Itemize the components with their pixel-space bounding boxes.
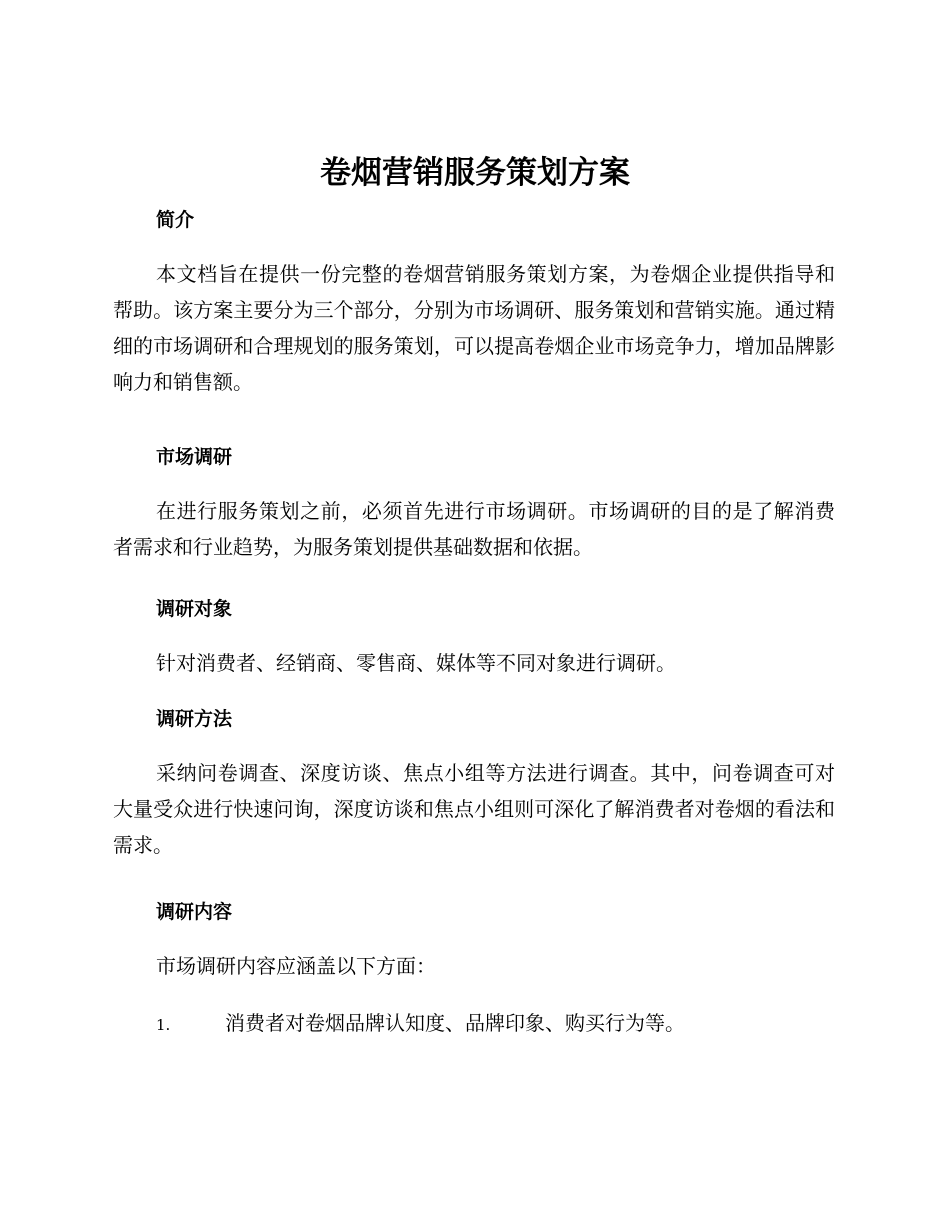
paragraph-research-content: 市场调研内容应涵盖以下方面： — [156, 954, 436, 978]
section-heading-research-methods: 调研方法 — [156, 708, 233, 730]
list-item-number: 1. — [156, 1016, 171, 1034]
section-heading-research-targets: 调研对象 — [156, 598, 233, 620]
paragraph-intro: 本文档旨在提供一份完整的卷烟营销服务策划方案，为卷烟企业提供指导和帮助。该方案主要分为三个部分，分别为市场调研、服务策划和营销实施。通过精细的市场调研和合理规划的服务策划，可以提高卷烟企业市场竞争力，增加品牌影响力和销售额。 — [113, 262, 835, 394]
paragraph-market-research: 在进行服务策划之前，必须首先进行市场调研。市场调研的目的是了解消费者需求和行业趋势，为服务策划提供基础数据和依据。 — [113, 499, 835, 559]
list-item — [156, 1005, 836, 1043]
list-item-text: 消费者对卷烟品牌认知度、品牌印象、购买行为等。 — [225, 1011, 685, 1035]
document-title: 卷烟营销服务策划方案 — [320, 155, 630, 191]
section-heading-intro: 简介 — [156, 209, 195, 231]
paragraph-research-methods: 采纳问卷调查、深度访谈、焦点小组等方法进行调查。其中，问卷调查可对大量受众进行快速问询，深度访谈和焦点小组则可深化了解消费者对卷烟的看法和需求。 — [113, 761, 835, 857]
paragraph-research-targets: 针对消费者、经销商、零售商、媒体等不同对象进行调研。 — [156, 651, 676, 675]
section-heading-market-research: 市场调研 — [156, 446, 233, 468]
section-heading-research-content: 调研内容 — [156, 901, 233, 923]
